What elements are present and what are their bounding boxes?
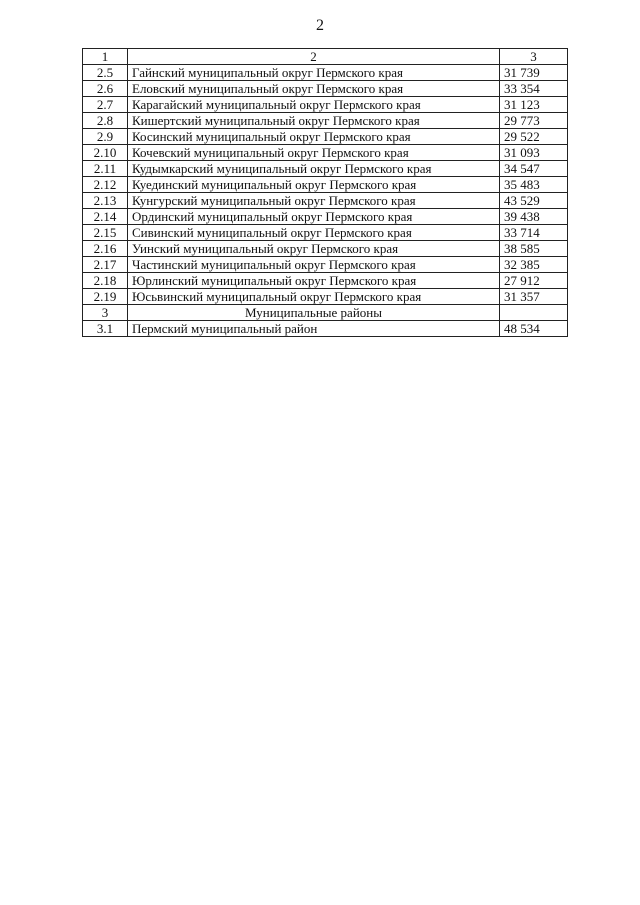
row-number: 2.8: [83, 113, 128, 129]
section-header-row: [83, 305, 568, 321]
table-row: [83, 81, 568, 97]
row-number: 2.11: [83, 161, 128, 177]
row-value: 27 912: [500, 273, 568, 289]
row-number: 2.17: [83, 257, 128, 273]
row-number: 2.9: [83, 129, 128, 145]
section-title: Муниципальные районы: [128, 305, 500, 321]
row-value: 34 547: [500, 161, 568, 177]
table-row: [83, 97, 568, 113]
table-row: [83, 161, 568, 177]
table-row: [83, 241, 568, 257]
row-number: 3.1: [83, 321, 128, 337]
table-row: [83, 289, 568, 305]
section-empty-cell: [500, 305, 568, 321]
row-municipality-name: Куединский муниципальный округ Пермского края: [128, 177, 500, 193]
row-number: 2.12: [83, 177, 128, 193]
header-cell-col-2: 2: [128, 49, 500, 65]
table-header-row: [83, 49, 568, 65]
row-number: 2.19: [83, 289, 128, 305]
row-municipality-name: Кунгурский муниципальный округ Пермского края: [128, 193, 500, 209]
row-municipality-name: Сивинский муниципальный округ Пермского края: [128, 225, 500, 241]
table-row: [83, 177, 568, 193]
row-municipality-name: Кудымкарский муниципальный округ Пермского края: [128, 161, 500, 177]
row-municipality-name: Уинский муниципальный округ Пермского края: [128, 241, 500, 257]
table-row: [83, 225, 568, 241]
row-number: 2.18: [83, 273, 128, 289]
row-municipality-name: Ординский муниципальный округ Пермского края: [128, 209, 500, 225]
row-value: 31 123: [500, 97, 568, 113]
table-body: [83, 49, 568, 337]
allocation-table: [82, 48, 568, 337]
header-cell-col-1: 1: [83, 49, 128, 65]
row-municipality-name: Юрлинский муниципальный округ Пермского края: [128, 273, 500, 289]
table-row: [83, 193, 568, 209]
row-value: 39 438: [500, 209, 568, 225]
row-value: 31 357: [500, 289, 568, 305]
row-value: 29 522: [500, 129, 568, 145]
page-number: 2: [316, 17, 324, 34]
table-row: [83, 113, 568, 129]
row-number: 2.15: [83, 225, 128, 241]
row-number: 2.13: [83, 193, 128, 209]
table-row: [83, 273, 568, 289]
row-value: 48 534: [500, 321, 568, 337]
row-number: 2.10: [83, 145, 128, 161]
row-number: 2.7: [83, 97, 128, 113]
row-municipality-name: Пермский муниципальный район: [128, 321, 500, 337]
row-number: 2.14: [83, 209, 128, 225]
section-number: 3: [83, 305, 128, 321]
row-number: 2.16: [83, 241, 128, 257]
table-row: [83, 129, 568, 145]
row-value: 29 773: [500, 113, 568, 129]
row-value: 31 093: [500, 145, 568, 161]
row-municipality-name: Еловский муниципальный округ Пермского края: [128, 81, 500, 97]
row-value: 35 483: [500, 177, 568, 193]
row-municipality-name: Карагайский муниципальный округ Пермского края: [128, 97, 500, 113]
row-value: 43 529: [500, 193, 568, 209]
row-value: 33 354: [500, 81, 568, 97]
table-row: [83, 321, 568, 337]
row-municipality-name: Кочевский муниципальный округ Пермского края: [128, 145, 500, 161]
table-row: [83, 65, 568, 81]
table-row: [83, 209, 568, 225]
header-cell-col-3: 3: [500, 49, 568, 65]
row-municipality-name: Кишертский муниципальный округ Пермского края: [128, 113, 500, 129]
table-row: [83, 145, 568, 161]
row-municipality-name: Частинский муниципальный округ Пермского края: [128, 257, 500, 273]
row-municipality-name: Юсьвинский муниципальный округ Пермского края: [128, 289, 500, 305]
row-value: 31 739: [500, 65, 568, 81]
row-value: 33 714: [500, 225, 568, 241]
row-municipality-name: Гайнский муниципальный округ Пермского края: [128, 65, 500, 81]
row-number: 2.6: [83, 81, 128, 97]
row-municipality-name: Косинский муниципальный округ Пермского края: [128, 129, 500, 145]
row-value: 38 585: [500, 241, 568, 257]
row-number: 2.5: [83, 65, 128, 81]
table-row: [83, 257, 568, 273]
row-value: 32 385: [500, 257, 568, 273]
